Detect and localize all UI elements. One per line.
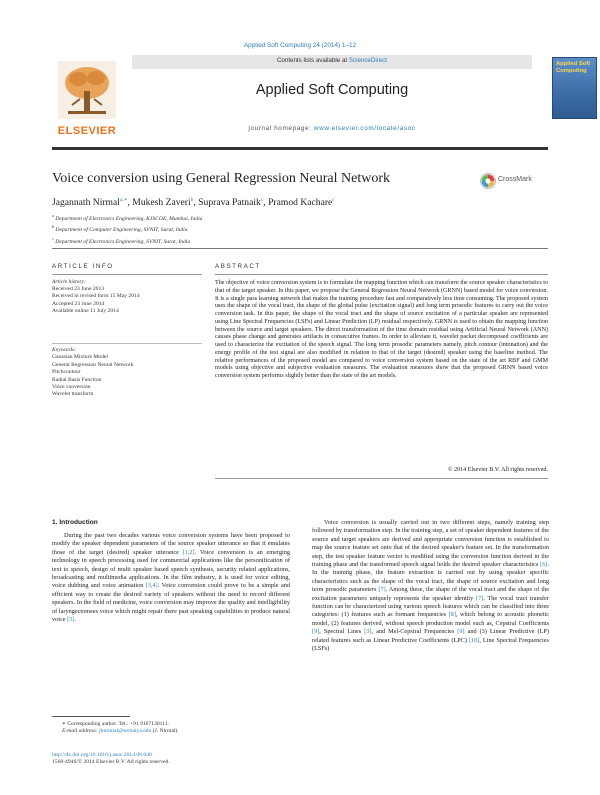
- citation-link[interactable]: [1,2]: [182, 548, 195, 556]
- citation-link[interactable]: [8]: [448, 611, 456, 619]
- affiliation-mark: a: [52, 213, 54, 218]
- text-run: Voice conversion is usually carried out in two different steps, namely training step followed by transformation step. In the training step, a set of speaker dependent features of the source and target speakers are derived and appropriate conversion function is established to map the source feature set onto that of the desired speaker's feature set. In the transformation step, the test speaker feature vector is modified using the conversion function derived in the training phase and the transformed speech signal holds the desired speaker characteristics: [312, 519, 549, 569]
- citation-link[interactable]: [7]: [476, 594, 484, 602]
- article-info-heading: ARTICLE INFO: [52, 263, 114, 270]
- history-line: Accepted 23 June 2014: [52, 300, 105, 307]
- section-heading-introduction: 1. Introduction: [52, 519, 98, 526]
- citation-link[interactable]: [10]: [468, 636, 480, 644]
- abstract-bottom-rule: [215, 478, 548, 479]
- article-history: [52, 279, 202, 315]
- email-note: [52, 728, 290, 735]
- keyword: Gaussian Mixture Model: [52, 354, 108, 361]
- issn-line: 1568-4946/© 2014 Elsevier B.V. All rights reserved.: [52, 759, 170, 766]
- text-run: , Spectral Lines: [319, 628, 365, 636]
- sciencedirect-link[interactable]: ScienceDirect: [348, 57, 388, 64]
- body-column-left: [52, 532, 290, 624]
- affiliation-line: [52, 235, 552, 246]
- affiliations: [52, 212, 552, 246]
- abstract-heading: ABSTRACT: [215, 263, 261, 270]
- author-name[interactable]: Jagannath Nirmal: [52, 197, 120, 209]
- text-run: .: [74, 616, 76, 624]
- text-run: . Voice conversion could prove to be a simple and efficient way to create the desired variety of speakers without the need to record different speakers. In the field of medicine, voice conversion may improve the quality and intelligibility of laryngectomees voice which might repair there past speaking capabilities to produce natural voice: [52, 582, 290, 624]
- citation-link[interactable]: [5]: [67, 616, 75, 624]
- keyword: Voice conversion: [52, 384, 91, 391]
- author-affiliation-mark[interactable]: c: [260, 197, 264, 203]
- history-line: Available online 11 July 2014: [52, 307, 119, 314]
- text-run: During the past two decades various voice conversion systems have been proposed to modify the speaker dependent parameters of the source speaker utterance so that it emulates those of the target (desired) speaker utterance: [52, 532, 290, 556]
- journal-masthead: [52, 55, 600, 150]
- citation-link[interactable]: [7]: [378, 586, 386, 594]
- email-suffix: (J. Nirmal).: [151, 728, 179, 735]
- abstract-rule: [215, 274, 548, 275]
- doi-link[interactable]: http://dx.doi.org/10.1016/j.asoc.2014.06.040: [52, 752, 152, 758]
- elsevier-logo: [52, 55, 122, 138]
- keywords-label: Keywords:: [52, 347, 77, 353]
- crossmark-badge[interactable]: [480, 172, 550, 190]
- affiliation-line: [52, 223, 552, 234]
- history-line: Received 23 June 2013: [52, 286, 105, 293]
- text-run: , which belong to acoustic phonetic model, (2) features derived, without speech production model such as, Cepstral Coefficients: [312, 611, 549, 627]
- text-run: . Voice conversion is an emerging technology in speech processing used for commercial applications like the personification of text to speech, design of multi speaker based speech synthesis, security related applications, broadcasting and multimedia applications. In the film industry, it is used for voice editing, voice dubbing and voice animation: [52, 548, 290, 590]
- homepage-prefix: journal homepage:: [248, 125, 314, 132]
- journal-cover-thumbnail[interactable]: [552, 57, 597, 119]
- text-run: . In the training phase, the feature extraction is carried out by using speaker specific characteristics such as the shape of the vocal tract, the shape of source excitation and long term prosodic parameters: [312, 561, 549, 594]
- paragraph: [52, 532, 290, 624]
- copyright-line: © 2014 Elsevier B.V. All rights reserved.: [447, 467, 548, 473]
- text-run: . The vocal tract transfer function can be characterized using various speech features which can be classified into three categories: (1) features such as formant frequencies: [312, 594, 549, 619]
- citation-link[interactable]: [9]: [457, 628, 465, 636]
- journal-title: Applied Soft Computing: [255, 82, 409, 98]
- masthead-rule: [52, 147, 548, 150]
- elsevier-wordmark: ELSEVIER: [57, 125, 117, 137]
- contents-line: [132, 57, 532, 64]
- affiliation-text: Department of Electronics Engineering, SVNIT, Surat, India: [55, 238, 191, 245]
- keyword: General Regression Neural Network: [52, 361, 134, 368]
- citation-link[interactable]: [3,4]: [145, 582, 158, 590]
- affiliation-mark: b: [52, 224, 54, 230]
- footnotes: [52, 721, 290, 736]
- crossmark-icon: [480, 173, 496, 189]
- email-link[interactable]: jhnirmal@somaiya.edu: [99, 728, 152, 735]
- text-run: and (3) Linear Predictive (LP) related features such as Linear Predictive Coefficients (LPC): [312, 628, 549, 644]
- affiliation-text: Department of Electronics Engineering, KJSCOE, Mumbai, India: [55, 215, 203, 222]
- affiliation-mark: c: [52, 235, 54, 241]
- keywords: [52, 347, 202, 399]
- email-label: E-mail address:: [62, 728, 100, 735]
- history-label: Article history:: [52, 279, 87, 285]
- author-affiliation-mark[interactable]: c: [332, 197, 335, 203]
- paper-title: Voice conversion using General Regression Neural Network: [52, 171, 390, 186]
- author-affiliation-mark[interactable]: a,∗: [119, 197, 128, 203]
- abstract-text: The objective of voice conversion system is to formulate the mapping function which can transform the source speaker characteristics to that of the target speaker. In this paper, we propose the General Regression Neural Network (GRNN) based model for voice conversion. It is a single pass learning network that makes the training procedure fast and comparatively less time consuming. The proposed system uses the shape of the vocal tract, the shape of the glottal pulse (excitation signal) and long term prosodic features to carry out the voice conversion task. In this paper, the shape of the vocal tract and the shape of source excitation of a particular speaker are represented using Line Spectral Frequencies (LSFs) and Linear Prediction (LP) residual respectively. GRNN is used to obtain the mapping function between the source and target speakers. The direct transformation of the time domain residual using Artificial Neural Network (ANN) causes phase change and generates artifacts in consecutive frames. In order to alleviate it, wavelet packet decomposed coefficients are used to characterize the excitation of the speech signal. The long term prosodic parameters namely, pitch contour (intonation) and the energy profile of the test signal are also modified in relation to that of the target (desired) speaker using the baseline method. The relative performances of the proposed model are compared to voice conversion system based on the state of the art RBF and GMM models using objective and subjective evaluation measures. The evaluation measures show that the proposed GRNN based voice conversion system performs slightly better than the state of the art models.: [215, 280, 548, 379]
- elsevier-tree-icon: [58, 61, 116, 119]
- text-run: . Among these, the shape of the vocal tract and the shape of the excitation parameters uniquely represents the speaker identity: [312, 586, 549, 602]
- homepage-line: [132, 125, 532, 132]
- text-run: , Line Spectral Frequencies (LSFs): [312, 636, 549, 653]
- author-affiliation-mark[interactable]: b: [190, 197, 194, 203]
- footnote-rule: [52, 716, 130, 717]
- article-identifiers: [52, 752, 290, 767]
- header-divider: [52, 248, 548, 249]
- keywords-divider: [52, 343, 202, 344]
- text-run: , and Mel-Cepstral Frequencies: [371, 628, 458, 636]
- author-name[interactable]: Mukesh Zaveri: [132, 197, 191, 209]
- journal-reference[interactable]: Applied Soft Computing 24 (2014) 1–12: [243, 42, 357, 49]
- paragraph: [312, 519, 549, 654]
- homepage-link[interactable]: www.elsevier.com/locate/asoc: [313, 125, 416, 132]
- author-name[interactable]: Suprava Patnaik: [198, 197, 261, 209]
- crossmark-label: CrossMark: [498, 176, 532, 183]
- affiliation-line: [52, 212, 552, 223]
- keyword: Radial Basis Function: [52, 376, 102, 383]
- citation-link[interactable]: [9]: [312, 628, 320, 636]
- author-list: Jagannath Nirmal$^{a,∗}$, Mukesh Zaveri$^b$, Suprava Patnaik$^c$, Pramod Kachare$^c$: [52, 197, 335, 209]
- masthead-center: [132, 55, 532, 139]
- cover-title: Applied Soft Computing: [556, 61, 591, 74]
- keyword: Wavelet transform: [52, 391, 94, 398]
- article-info-rule: [52, 274, 202, 275]
- affiliation-text: Department of Computer Engineering, SVNIT, Surat, India: [55, 227, 188, 234]
- contents-prefix: Contents lists available at: [276, 57, 349, 64]
- citation-link[interactable]: [6]: [540, 561, 548, 569]
- corresponding-author-note: ∗ Corresponding author. Tel.: +91 9167130111.: [62, 721, 170, 727]
- citation-link[interactable]: [3]: [364, 628, 372, 636]
- keyword: Pitchcontour: [52, 369, 81, 376]
- history-line: Received in revised form 15 May 2014: [52, 293, 140, 300]
- body-column-right: [312, 519, 549, 654]
- author-name[interactable]: Pramod Kachare: [268, 197, 333, 209]
